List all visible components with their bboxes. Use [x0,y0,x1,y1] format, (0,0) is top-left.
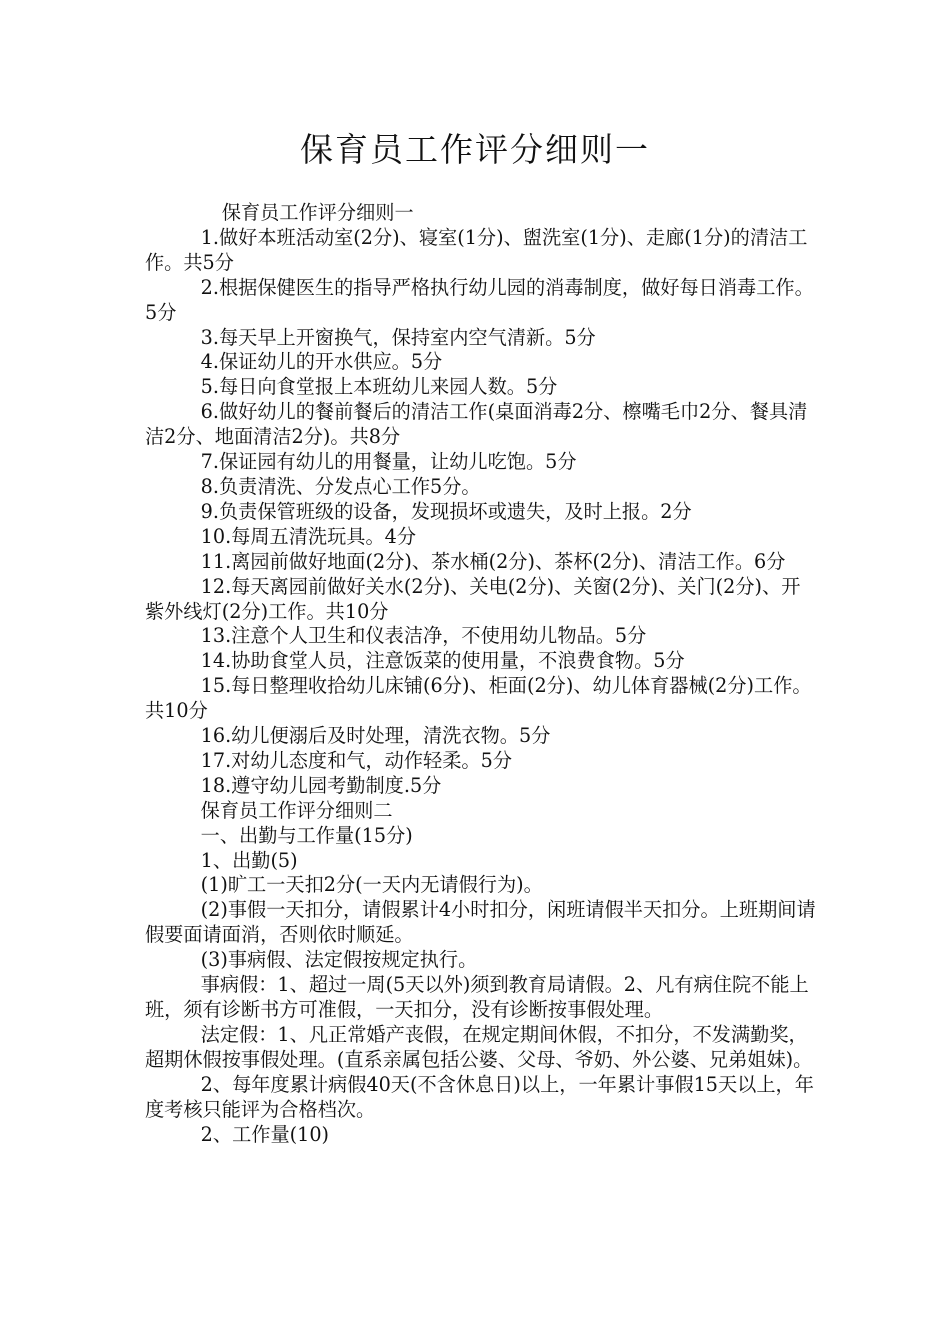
paragraph: 17.对幼儿态度和气，动作轻柔。5分 [200,748,513,772]
paragraph: 14.协助食堂人员，注意饭菜的使用量，不浪费食物。5分 [200,649,685,673]
paragraph: 1、出勤(5) [200,848,298,872]
paragraph: (2)事假一天扣分，请假累计4小时扣分，闲班请假半天扣分。上班期间请假要面请面消，否则依时顺延。 [145,898,816,947]
paragraph: 5.每日向食堂报上本班幼儿来园人数。5分 [200,375,558,399]
paragraph: 9.负责保管班级的设备，发现损坏或遗失，及时上报。2分 [200,499,692,523]
paragraph: 8.负责清洗、分发点心工作5分。 [200,474,481,498]
paragraph: 2、每年度累计病假40天(不含休息日)以上，一年累计事假15天以上，年度考核只能评为合格档次。 [145,1072,814,1121]
paragraph: 11.离园前做好地面(2分)、茶水桶(2分)、茶杯(2分)、清洁工作。6分 [200,549,786,573]
paragraph: 事病假：1、超过一周(5天以外)须到教育局请假。2、凡有病住院不能上班，须有诊断书方可准假，一天扣分，没有诊断按事假处理。 [145,973,809,1021]
paragraph: 保育员工作评分细则一 [221,201,414,224]
paragraph: 12.每天离园前做好关水(2分)、关电(2分)、关窗(2分)、关门(2分)、开紫外线灯(2分)工作。共10分 [145,574,801,623]
paragraph: 18.遵守幼儿园考勤制度.5分 [200,773,442,797]
paragraph: 1.做好本班活动室(2分)、寝室(1分)、盥洗室(1分)、走廊(1分)的清洁工作。共5分 [145,225,808,274]
paragraph: (3)事病假、法定假按规定执行。 [200,948,478,972]
paragraph: 6.做好幼儿的餐前餐后的清洁工作(桌面消毒2分、檫嘴毛巾2分、餐具清洁2分、地面清洁2分)。共8分 [145,400,808,449]
paragraph: 2.根据保健医生的指导严格执行幼儿园的消毒制度，做好每日消毒工作。5分 [145,275,814,324]
document-body [145,201,817,1147]
paragraph: 16.幼儿便溺后及时处理，清洗衣物。5分 [200,724,551,748]
paragraph: 2、工作量(10) [200,1122,330,1146]
document-title: 保育员工作评分细则一 [300,130,650,169]
paragraph: 一、出勤与工作量(15分) [200,823,413,847]
paragraph: 法定假：1、凡正常婚产丧假，在规定期间休假，不扣分，不发满勤奖，超期休假按事假处理。(直系亲属包括公婆、父母、爷奶、外公婆、兄弟姐妹)。 [145,1022,813,1071]
paragraph: 10.每周五清洗玩具。4分 [200,524,417,548]
paragraph: 15.每日整理收拾幼儿床铺(6分)、柜面(2分)、幼儿体育器械(2分)工作。共10分 [145,674,812,723]
paragraph: (1)旷工一天扣2分(一天内无请假行为)。 [200,873,543,897]
paragraph: 13.注意个人卫生和仪表洁净，不使用幼儿物品。5分 [200,624,647,648]
paragraph: 3.每天早上开窗换气，保持室内空气清新。5分 [200,325,596,349]
paragraph: 4.保证幼儿的开水供应。5分 [200,350,443,374]
paragraph: 7.保证园有幼儿的用餐量，让幼儿吃饱。5分 [200,450,577,474]
section-heading: 保育员工作评分细则二 [200,798,393,822]
